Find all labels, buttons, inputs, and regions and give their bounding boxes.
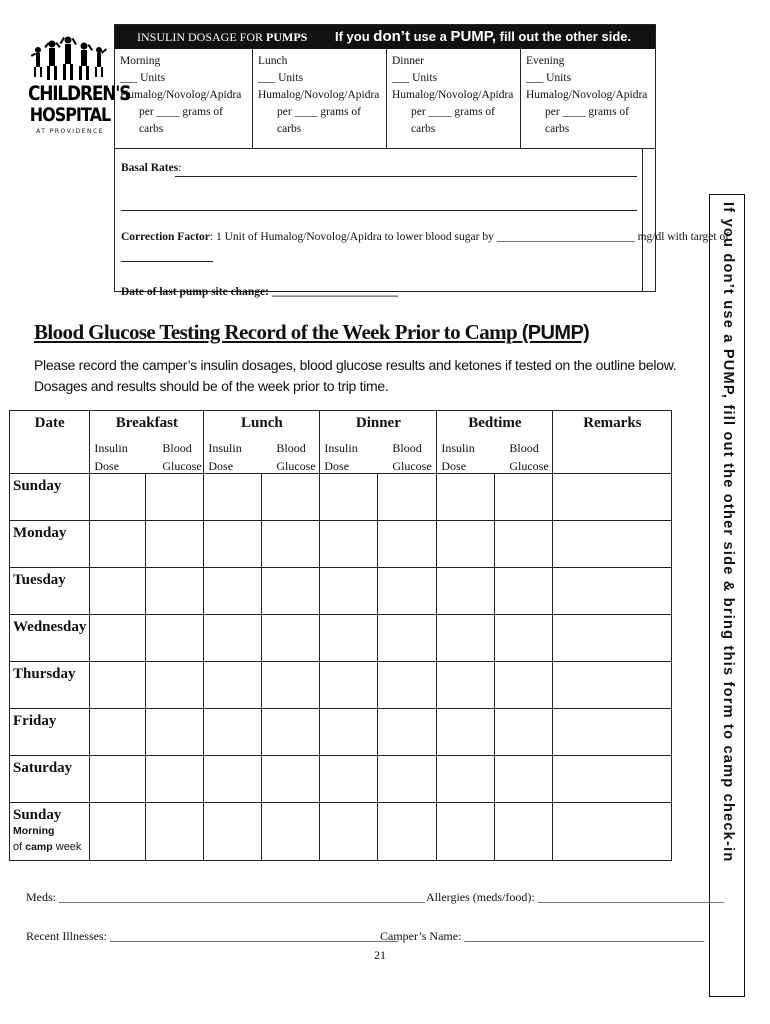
cell[interactable] [146,474,204,521]
cell[interactable] [204,568,262,615]
cell[interactable] [146,803,204,861]
day-sub-camp-week: of camp week [13,841,82,853]
cell[interactable] [262,756,320,803]
cell[interactable] [262,709,320,756]
correction-target-field[interactable] [121,261,213,262]
logo-text-hospital: HOSPITAL [29,103,111,126]
pump-meal-dinner [387,53,521,149]
cell[interactable] [437,756,495,803]
cell[interactable] [378,474,437,521]
cell[interactable] [90,615,146,662]
correction-factor-text: : 1 Unit of Humalog/Novolog/Apidra to lower blood sugar by ________________________ mg/dl with target of [209,231,730,243]
cell[interactable] [204,521,262,568]
breakfast-header [90,411,204,474]
cell[interactable] [553,615,672,662]
pump-box-header [115,25,655,49]
table-row [10,709,672,756]
insulin-dose-sub: Insulin Dose [94,441,128,473]
cell[interactable] [553,662,672,709]
pump-header-bold: PUMPS [266,30,308,44]
pump-meal-morning [115,53,249,149]
day-label: Wednesday [10,615,90,662]
meal-header-title: Breakfast [115,415,178,431]
blood-glucose-sub: Blood Glucose [509,441,549,473]
cell[interactable] [146,662,204,709]
cell[interactable] [495,756,553,803]
day-label: Sunday [13,807,62,823]
children-figures-icon [28,36,112,84]
cell[interactable] [495,568,553,615]
cell[interactable] [437,803,495,861]
instruction-line-2: Dosages and results should be of the week prior to trip time. [34,378,389,394]
meds-field[interactable]: Meds: _____________________________________________________________ [26,890,425,904]
cell[interactable] [437,521,495,568]
day-label: Saturday [10,756,90,803]
title-pump: (PUMP) [521,322,590,344]
meal-header-title: Dinner [355,415,401,431]
cell[interactable] [553,756,672,803]
blood-glucose-sub: Blood Glucose [162,441,202,473]
cell[interactable] [146,521,204,568]
cell[interactable] [437,474,495,521]
cell[interactable] [204,709,262,756]
meal-insulin: Humalog/Novolog/Apidra [120,89,242,101]
meal-insulin: Humalog/Novolog/Apidra [392,89,514,101]
insulin-dose-sub: Insulin Dose [208,441,242,473]
day-label: Monday [10,521,90,568]
blood-glucose-sub: Blood Glucose [392,441,432,473]
logo-text-providence: AT PROVIDENCE [36,128,104,135]
meal-header-title: Lunch [241,415,283,431]
cell[interactable] [146,568,204,615]
cell[interactable] [320,568,378,615]
cell[interactable] [437,709,495,756]
meal-header-title: Bedtime [468,415,522,431]
cell[interactable] [553,474,672,521]
cell[interactable] [320,756,378,803]
meal-insulin: Humalog/Novolog/Apidra [258,89,380,101]
cell[interactable] [204,474,262,521]
cell[interactable] [495,803,553,861]
pump-header-prefix: INSULIN DOSAGE FOR [137,30,264,44]
insulin-dose-sub: Insulin Dose [441,441,475,473]
cell[interactable] [495,474,553,521]
cell[interactable] [262,521,320,568]
remarks-header: Remarks [553,411,672,474]
day-label: Tuesday [10,568,90,615]
logo-text-childrens: CHILDREN'S [28,82,131,106]
meal-title: Lunch [258,55,288,67]
instructions [34,355,676,397]
meal-per-carbs[interactable]: per ____ grams of carbs [545,106,629,135]
cell[interactable] [90,474,146,521]
correction-factor-row [121,231,729,243]
insulin-dose-sub: Insulin Dose [324,441,358,473]
cell[interactable] [262,568,320,615]
side-notice-text: If you don’t use a PUMP, fill out the other side & bring this form to camp check-in [720,202,736,863]
cell[interactable] [378,662,437,709]
lunch-header [204,411,320,474]
cell[interactable] [262,474,320,521]
meal-units[interactable]: ___ Units [258,72,304,84]
cell[interactable] [437,662,495,709]
allergies-field[interactable]: Allergies (meds/food): _______________________________ [426,890,724,904]
cell[interactable] [204,615,262,662]
cell[interactable] [378,521,437,568]
date-header: Date [10,411,90,474]
pump-meal-lunch [253,53,387,149]
cell[interactable] [90,662,146,709]
table-row [10,615,672,662]
meal-title: Dinner [392,55,424,67]
pump-meal-columns [115,49,655,149]
glucose-record-table [9,410,672,861]
meal-units[interactable]: ___ Units [120,72,166,84]
last-site-change-label: Date of last pump site change: ______________________ [121,286,399,298]
pump-header-left [137,30,307,45]
cell[interactable] [262,662,320,709]
cell[interactable] [378,803,437,861]
table-row [10,756,672,803]
cell[interactable] [378,615,437,662]
page-title [34,320,589,345]
day-label: Sunday [10,474,90,521]
day-label: Friday [10,709,90,756]
correction-factor-label: Correction Factor [121,231,210,243]
dinner-header [320,411,437,474]
table-row [10,474,672,521]
table-row [10,803,672,861]
cell[interactable] [553,709,672,756]
hospital-logo [28,36,131,136]
meal-units[interactable]: ___ Units [392,72,438,84]
pump-meal-evening [521,53,655,149]
cell[interactable] [146,709,204,756]
basal-rates-text: Basal Rates [121,162,179,174]
instruction-line-1: Please record the camper’s insulin dosages, blood glucose results and ketones if tested on the outline below. [34,357,677,373]
meal-insulin: Humalog/Novolog/Apidra [526,89,648,101]
cell[interactable] [90,568,146,615]
cell[interactable] [320,803,378,861]
campers-name-field[interactable]: Camper’s Name: ________________________________________ [380,929,705,943]
meal-per-carbs[interactable]: per ____ grams of carbs [139,106,223,135]
meal-units[interactable]: ___ Units [526,72,572,84]
cell[interactable] [495,521,553,568]
meal-title: Morning [120,55,161,67]
cell[interactable] [204,662,262,709]
day-label-last [10,803,90,861]
cell[interactable] [90,803,146,861]
cell[interactable] [378,568,437,615]
ph-r4: PUMP, [450,28,497,45]
cell[interactable] [437,568,495,615]
cell[interactable] [262,803,320,861]
recent-illnesses-field[interactable]: Recent Illnesses: ________________________________________________ [26,929,398,943]
cell[interactable] [204,756,262,803]
ph-r1: If you [335,29,370,44]
table-row [10,662,672,709]
ph-r2: don’t [373,28,410,45]
basal-rates-label: Basal Rates: [121,162,182,174]
basal-rates-field-2[interactable] [121,210,637,211]
blood-glucose-sub: Blood Glucose [276,441,316,473]
cell[interactable] [553,521,672,568]
cell[interactable] [320,615,378,662]
cell[interactable] [146,615,204,662]
cell[interactable] [495,615,553,662]
day-label: Thursday [10,662,90,709]
meal-per-carbs[interactable]: per ____ grams of carbs [277,106,361,135]
basal-rates-field[interactable] [175,176,637,177]
cell[interactable] [90,709,146,756]
cell[interactable] [320,662,378,709]
cell[interactable] [146,756,204,803]
bedtime-header [437,411,553,474]
cell[interactable] [378,709,437,756]
ph-r5: fill out the other side. [499,29,632,44]
table-row [10,521,672,568]
cell[interactable] [553,803,672,861]
pump-header-right [335,28,631,45]
cell[interactable] [90,756,146,803]
meal-title: Evening [526,55,565,67]
page-number: 21 [374,948,386,962]
cell[interactable] [553,568,672,615]
cell[interactable] [90,521,146,568]
cell[interactable] [378,756,437,803]
day-sub-morning: Morning [13,825,55,837]
cell[interactable] [320,521,378,568]
table-row [10,568,672,615]
pump-dosage-box [114,24,730,298]
cell[interactable] [495,709,553,756]
cell[interactable] [495,662,553,709]
cell[interactable] [320,709,378,756]
title-main: Blood Glucose Testing Record of the Week Prior to Camp [34,320,518,344]
cell[interactable] [437,615,495,662]
ph-r3: use a [413,29,447,44]
cell[interactable] [204,803,262,861]
cell[interactable] [262,615,320,662]
cell[interactable] [320,474,378,521]
meal-per-carbs[interactable]: per ____ grams of carbs [411,106,495,135]
pump-lower-section [115,149,730,298]
